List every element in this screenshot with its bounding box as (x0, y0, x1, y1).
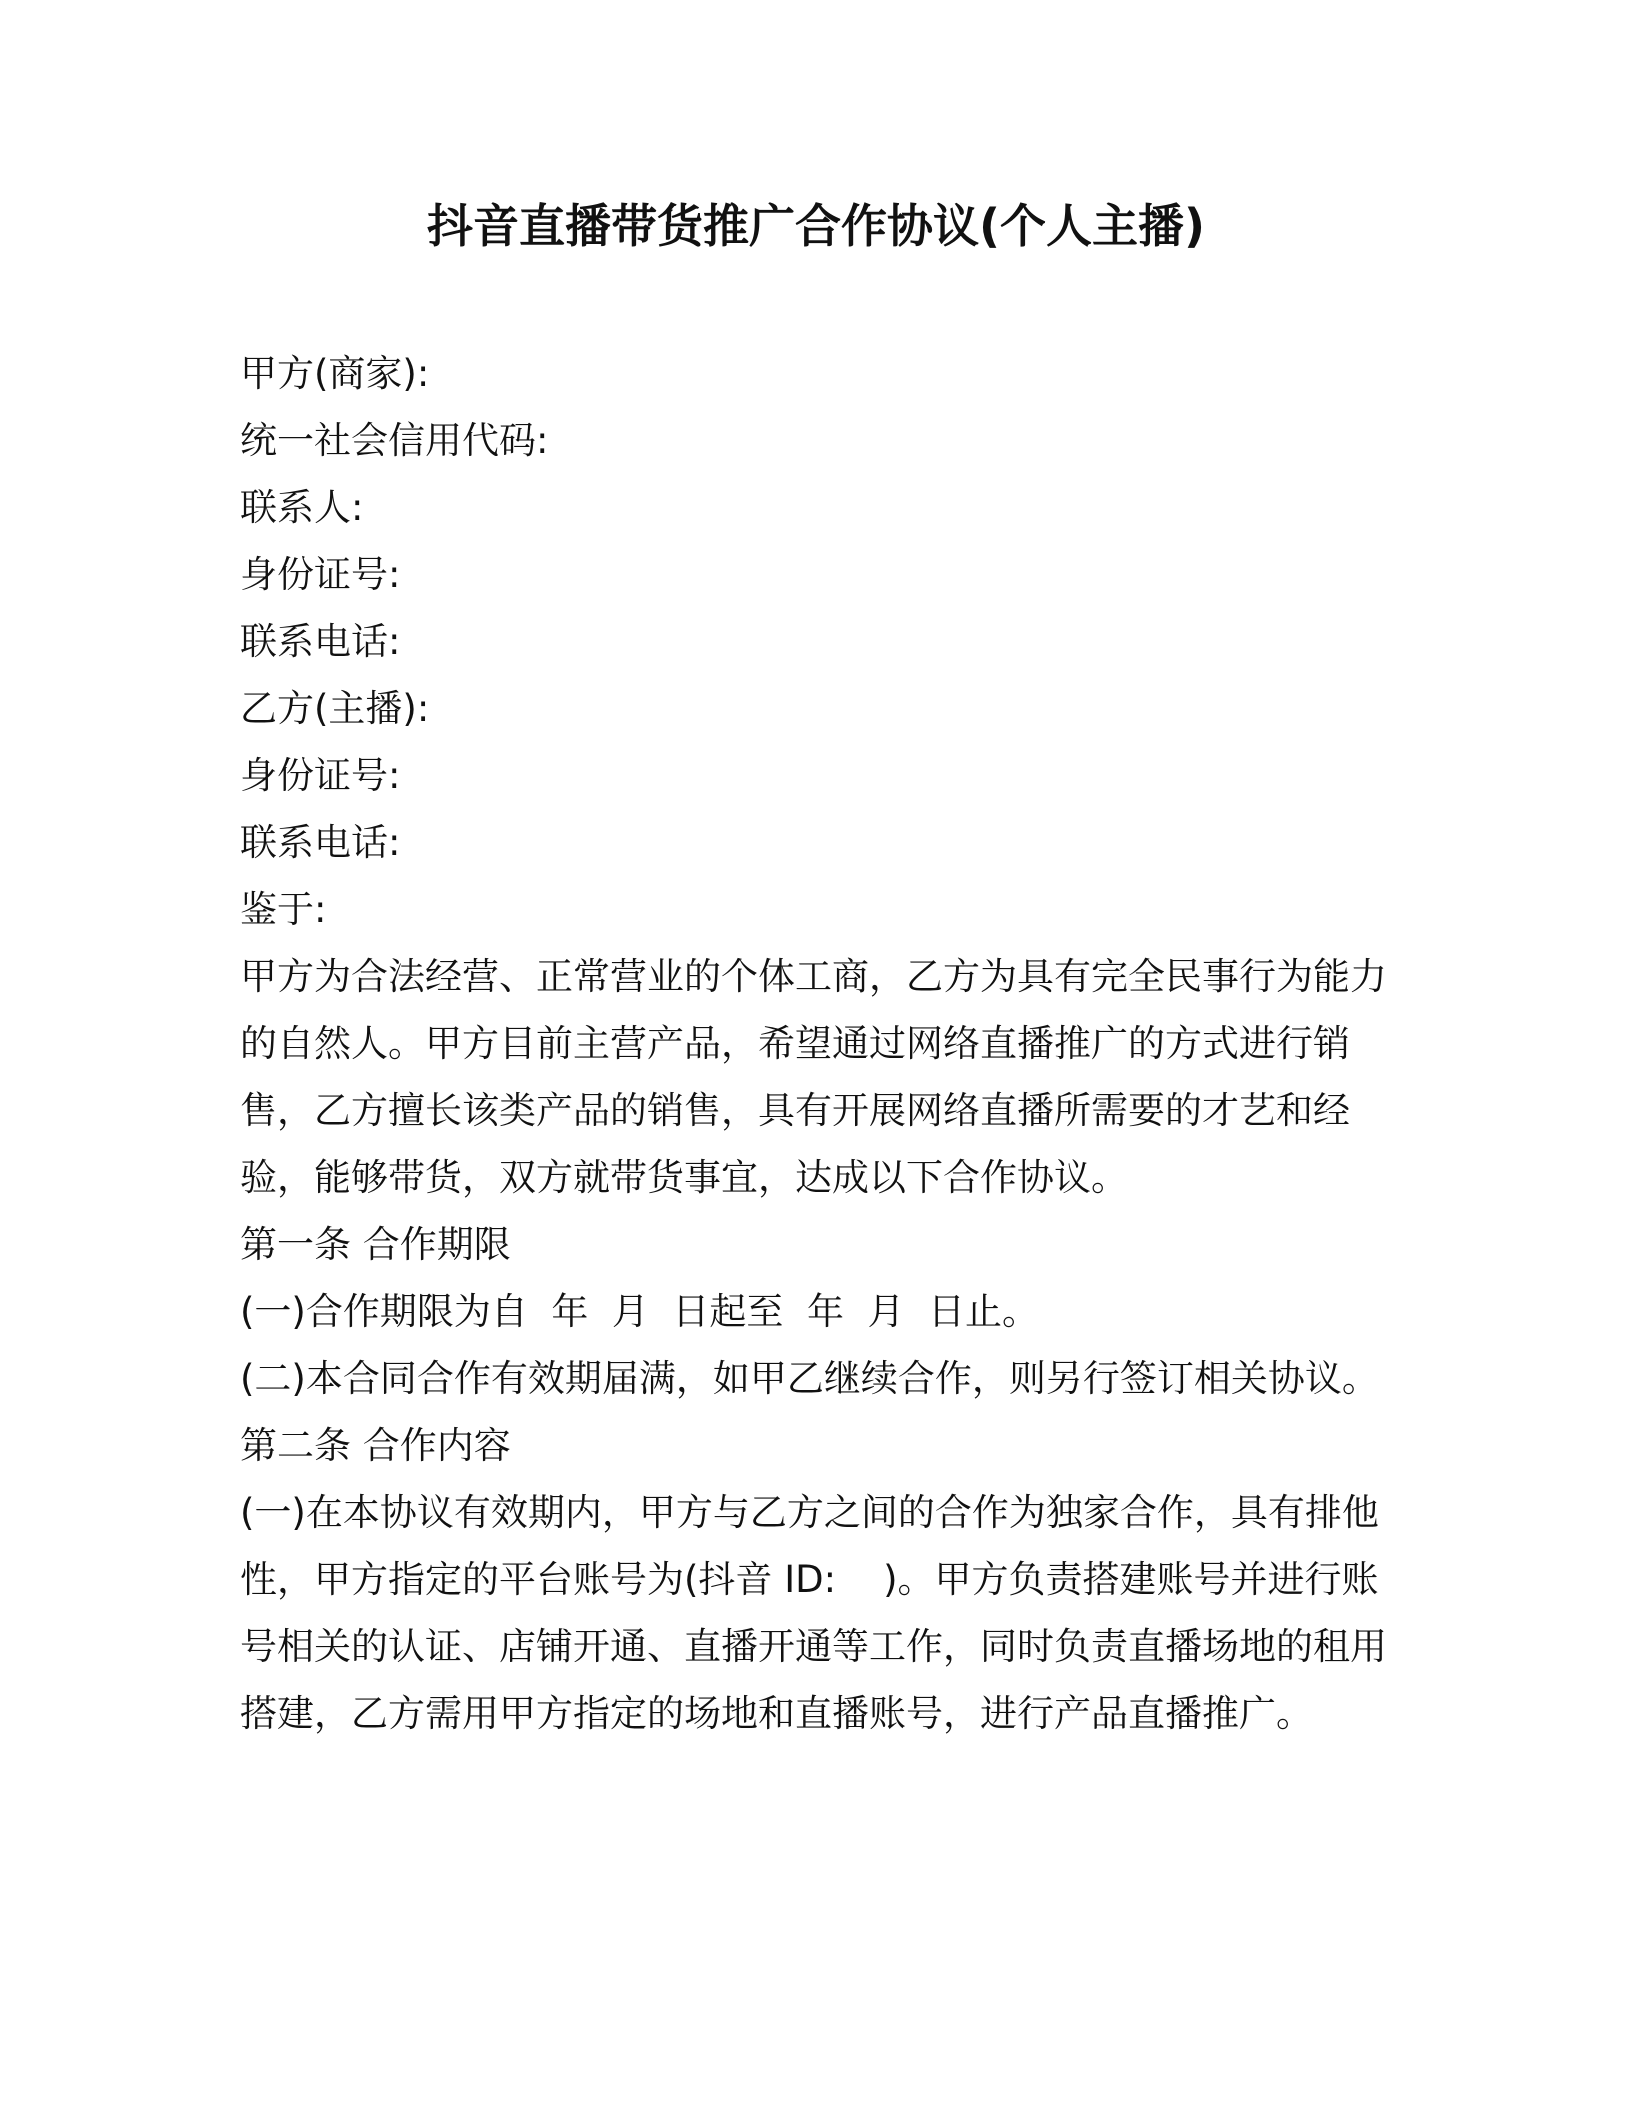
contact-person-label: 联系人: (240, 486, 364, 529)
id-number-label-a: 身份证号: (240, 553, 401, 596)
whereas-label: 鉴于: (240, 888, 327, 931)
id-number-label-b: 身份证号: (240, 754, 401, 797)
party-b-label: 乙方(主播): (240, 687, 430, 730)
article2-clause1: (一)在本协议有效期内，甲方与乙方之间的合作为独家合作，具有排他性，甲方指定的平台账号为(抖音 ID: )。甲方负责搭建账号并进行账号相关的认证、店铺开通、直播开通等工作，同时负责直播场地的租用搭建，乙方需用甲方指定的场地和直播账号，进行产品直播推广。 (240, 1491, 1387, 1735)
document-body (240, 340, 1390, 1747)
article1-heading: 第一条 合作期限 (240, 1223, 511, 1266)
article1-clause2: (二)本合同合作有效期届满，如甲乙继续合作，则另行签订相关协议。 (240, 1357, 1379, 1400)
article2-heading: 第二条 合作内容 (240, 1424, 511, 1467)
credit-code-label: 统一社会信用代码: (240, 419, 549, 462)
phone-label-a: 联系电话: (240, 620, 401, 663)
whereas-paragraph: 甲方为合法经营、正常营业的个体工商，乙方为具有完全民事行为能力的自然人。甲方目前主营产品，希望通过网络直播推广的方式进行销售，乙方擅长该类产品的销售，具有开展网络直播所需要的才艺和经验，能够带货，双方就带货事宜，达成以下合作协议。 (240, 955, 1387, 1199)
article1-clause1: (一)合作期限为自 年 月 日起至 年 月 日止。 (240, 1290, 1040, 1333)
party-a-label: 甲方(商家): (240, 352, 430, 395)
phone-label-b: 联系电话: (240, 821, 401, 864)
document-title: 抖音直播带货推广合作协议(个人主播) (426, 199, 1206, 253)
